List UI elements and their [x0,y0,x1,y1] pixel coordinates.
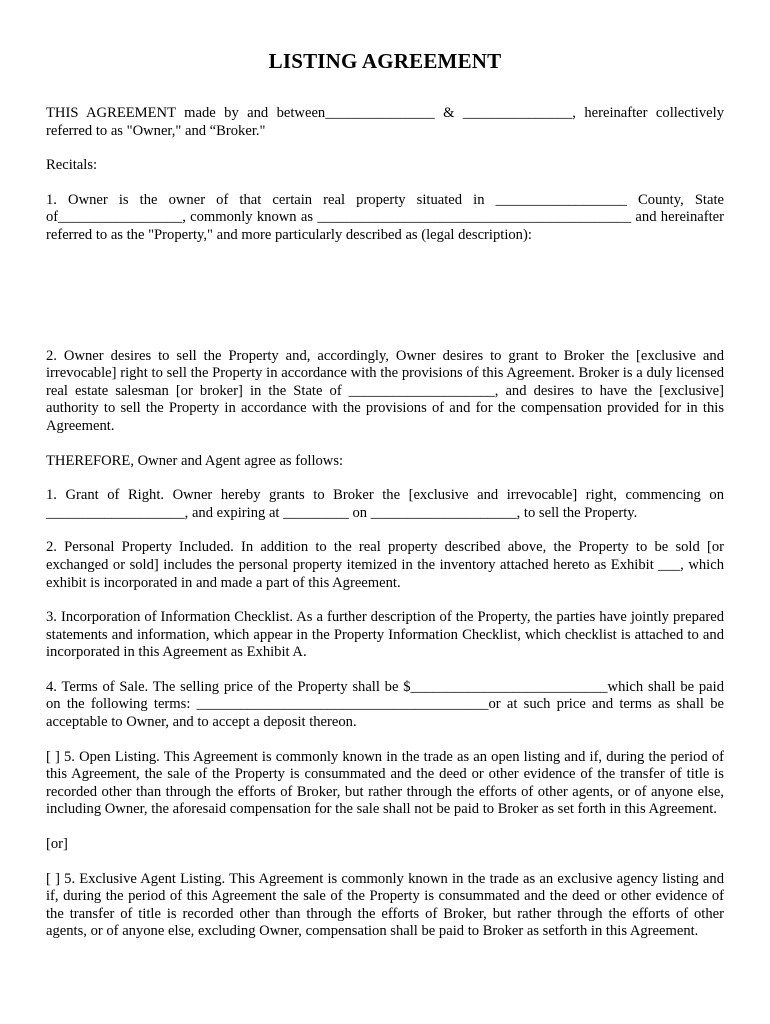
or-marker: [or] [46,836,68,853]
intro-paragraph: THIS AGREEMENT made by and between_______________ & _______________, hereinafter collectively referred to as "Owner," and “Broker." [46,105,724,139]
clause-1-grant-of-right: 1. Grant of Right. Owner hereby grants to Broker the [exclusive and irrevocable] right, commencing on ___________________, and expiring at _________ on ____________________, to sell the Property. [46,487,724,521]
clause-2-personal-property: 2. Personal Property Included. In addition to the real property described above, the Property to be sold [or exchanged or sold] includes the personal property itemized in the inventory attached hereto as Exhibit ___, which exhibit is incorporated in and made a part of this Agreement. [46,539,724,591]
clause-5-exclusive-agent-listing: [ ] 5. Exclusive Agent Listing. This Agreement is commonly known in the trade as an exclusive agency listing and if, during the period of this Agreement the sale of the Property is consummated and the deed or other evidence of the transfer of title is recorded other than through the efforts of Broker, but rather through the efforts of other agents, or of anyone else, excluding Owner, compensation shall be paid to Broker as setforth in this Agreement. [46,870,724,940]
recital-2: 2. Owner desires to sell the Property and, accordingly, Owner desires to grant to Broker the [exclusive and irrevocable] right to sell the Property in accordance with the provisions of this Agreement. Broker is a duly licensed real estate salesman [or broker] in the State of ____________________, and desires to have the [exclusive] authority to sell the Property in accordance with the provisions of and for the compensation provided for in this Agreement. [46,347,724,434]
clause-5-open-listing: [ ] 5. Open Listing. This Agreement is commonly known in the trade as an open listing and if, during the period of this Agreement, the sale of the Property is consummated and the deed or other evidence of the transfer of title is recorded other than through the efforts of Broker, but rather through the efforts of other agents, or of anyone else, including Owner, the aforesaid compensation for the sale shall not be paid to Broker as set forth in this Agreement. [46,748,724,818]
legal-description-space [46,245,724,348]
therefore-paragraph: THEREFORE, Owner and Agent agree as follows: [46,452,344,469]
document-title: LISTING AGREEMENT [268,49,502,73]
clause-4-terms-of-sale: 4. Terms of Sale. The selling price of the Property shall be $___________________________which shall be paid on the following terms: ________________________________________or at such price and terms as shall be acceptable to Owner, and to accept a deposit thereon. [46,678,724,731]
document-page [46,0,724,941]
clause-3-information-checklist: 3. Incorporation of Information Checklist. As a further description of the Property, the parties have jointly prepared statements and information, which appear in the Property Information Checklist, which checklist is attached to and incorporated in this Agreement as Exhibit A. [46,609,724,661]
recital-1: 1. Owner is the owner of that certain real property situated in __________________ County, State of_________________, commonly known as ___________________________________________ and hereinafter referred to as the "Property," and more particularly described as (legal description): [46,191,724,243]
recitals-heading: Recitals: [46,157,98,174]
